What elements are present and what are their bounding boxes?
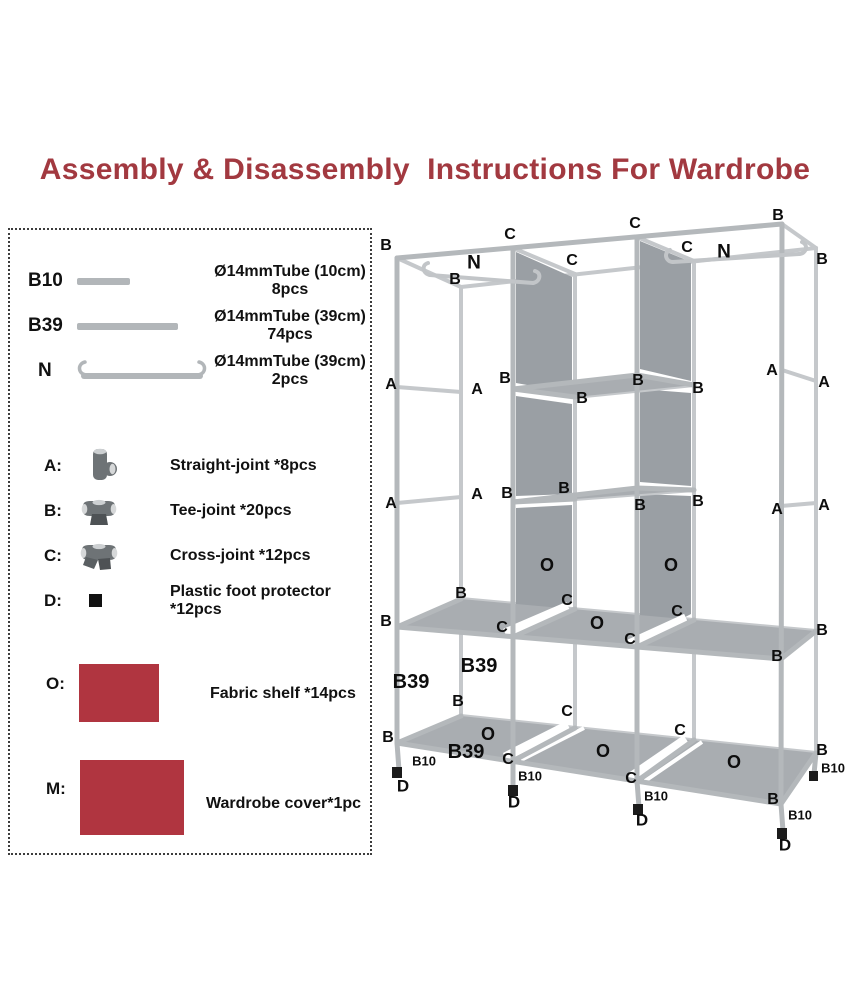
diagram-label: B (382, 729, 394, 746)
page-title: Assembly & Disassembly Instructions For Wardrobe (39, 153, 811, 187)
diagram-label: B (772, 207, 784, 224)
tee-joint-icon (66, 494, 170, 528)
diagram-label: B (816, 742, 828, 759)
parts-legend (8, 228, 372, 855)
tube-parts-section (10, 258, 370, 393)
diagram-label: A (818, 497, 830, 514)
diagram-label: B (499, 370, 511, 387)
legend-row-c (10, 533, 370, 578)
diagram-label: N (467, 252, 481, 274)
diagram-label: D (635, 810, 649, 830)
legend-row-d (10, 578, 370, 623)
diagram-label: C (566, 252, 578, 269)
part-qty: 8pcs (271, 280, 309, 298)
part-desc: Wardrobe cover*1pc (206, 795, 362, 812)
diagram-label: C (674, 722, 686, 739)
fabric-divider-panels (516, 241, 691, 641)
part-code: M: (46, 779, 66, 798)
diagram-label: C (681, 239, 693, 256)
diagram-label: A (818, 374, 830, 391)
diagram-label: C (625, 770, 637, 787)
diagram-label: B (767, 791, 779, 808)
part-desc-text: Ø14mmTube (39cm) (214, 352, 366, 370)
part-code: B: (44, 500, 62, 520)
diagram-label: B39 (392, 671, 430, 693)
diagram-label: O (726, 752, 742, 772)
part-code: N (38, 359, 52, 381)
part-desc: Straight-joint *8pcs (170, 456, 317, 474)
part-qty: 2pcs (271, 370, 309, 388)
part-desc: Cross-joint *12pcs (170, 546, 311, 564)
part-desc (210, 308, 370, 344)
diagram-label: B10 (821, 760, 845, 776)
back-frame (397, 224, 816, 753)
diagram-label: B (380, 613, 392, 630)
part-desc (210, 263, 370, 299)
legend-row-b10 (10, 258, 370, 303)
part-code: D: (44, 590, 62, 610)
diagram-label: B (632, 372, 644, 389)
diagram-label: C (561, 703, 573, 720)
diagram-label: B (449, 271, 461, 288)
diagram-label: A (771, 501, 783, 518)
diagram-label: C (502, 751, 514, 768)
joint-parts-section (10, 443, 370, 623)
part-code: B39 (28, 314, 63, 336)
cross-joint-icon (66, 539, 170, 573)
legend-row-n (10, 348, 370, 393)
diagram-label: B (576, 390, 588, 407)
part-desc-text: Ø14mmTube (39cm) (214, 307, 366, 325)
diagram-label: B (501, 485, 513, 502)
diagram-label: C (496, 619, 508, 636)
tube-10cm-icon (76, 275, 210, 287)
straight-joint-icon (66, 448, 170, 484)
diagram-label: B39 (460, 655, 498, 677)
diagram-label: B10 (644, 788, 668, 804)
diagram-label: B (380, 237, 392, 254)
diagram-label: B (558, 480, 570, 497)
diagram-label: A (766, 362, 778, 379)
diagram-label: O (539, 555, 555, 575)
legend-row-a (10, 443, 370, 488)
diagram-label: C (561, 592, 573, 609)
diagram-label: D (507, 792, 521, 812)
diagram-label: C (671, 603, 683, 620)
diagram-label: B (771, 648, 783, 665)
diagram-label: B10 (788, 807, 812, 823)
part-desc: Tee-joint *20pcs (170, 501, 292, 519)
diagram-label: B (452, 693, 464, 710)
part-desc-text: Ø14mmTube (10cm) (214, 262, 366, 280)
hanging-rod-icon (76, 358, 210, 384)
diagram-label: B (634, 497, 646, 514)
fabric-parts-section (10, 658, 370, 855)
part-qty: 74pcs (267, 325, 313, 343)
diagram-label: C (624, 631, 636, 648)
diagram-label: B39 (447, 741, 485, 763)
diagram-label: B (816, 251, 828, 268)
diagram-label: A (471, 381, 483, 398)
part-code: O: (46, 674, 65, 693)
diagram-label: D (396, 776, 410, 796)
diagram-label: B (692, 380, 704, 397)
diagram-label: A (385, 376, 397, 393)
diagram-label: D (778, 835, 792, 855)
diagram-label: O (480, 724, 496, 744)
legend-row-b39 (10, 303, 370, 348)
diagram-label: O (663, 555, 679, 575)
part-code: B10 (28, 269, 63, 291)
fabric-shelf-swatch (79, 664, 159, 722)
diagram-label: B10 (518, 768, 542, 784)
diagram-label: C (629, 215, 641, 232)
diagram-label: A (385, 495, 397, 512)
diagram-label: N (717, 241, 731, 263)
diagram-label: C (504, 226, 516, 243)
legend-row-b (10, 488, 370, 533)
diagram-label: B10 (412, 753, 436, 769)
diagram-label: A (471, 486, 483, 503)
part-code: A: (44, 455, 62, 475)
diagram-label: B (455, 585, 467, 602)
tube-39cm-icon (76, 320, 210, 332)
foot-protector-icon (66, 593, 170, 609)
part-desc: Plastic foot protector *12pcs (170, 582, 331, 618)
wardrobe-cover-swatch (80, 760, 184, 835)
part-code: C: (44, 545, 62, 565)
diagram-label: O (589, 613, 605, 633)
diagram-label: O (595, 741, 611, 761)
diagram-label: B (692, 493, 704, 510)
part-desc: Fabric shelf *14pcs (210, 685, 356, 702)
diagram-label: B (816, 622, 828, 639)
part-desc (210, 353, 370, 389)
